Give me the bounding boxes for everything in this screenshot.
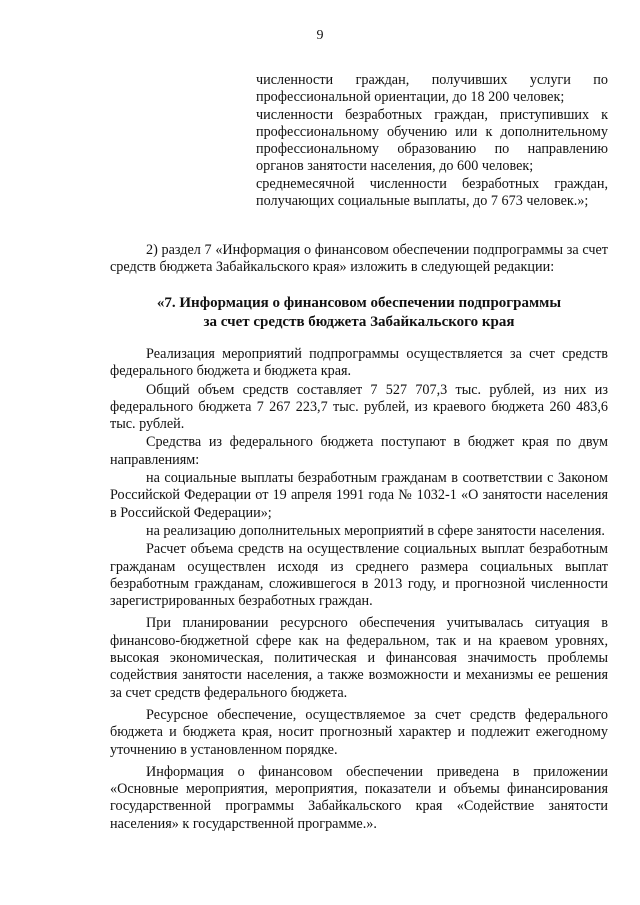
body-paragraph: Ресурсное обеспечение, осуществляемое за счет средств федерального бюджета и бюджета края, носит прогнозный характер и подлежит ежегодному уточнению в установленном порядке. bbox=[110, 706, 608, 758]
section-heading-line: «7. Информация о финансовом обеспечении подпрограммы bbox=[156, 295, 562, 311]
body-paragraph: на реализацию дополнительных мероприятий в сфере занятости населения. bbox=[146, 522, 605, 539]
amendment-paragraph: 2) раздел 7 «Информация о финансовом обеспечении подпрограммы за счет средств бюджета Забайкальского края» изложить в следующей редакции: bbox=[110, 242, 608, 276]
list-item: численности безработных граждан, приступивших к профессиональному обучению или к дополнительному профессиональному образованию по направлению органов занятости населения, до 600 человек; bbox=[256, 106, 608, 175]
section-heading-line: за счет средств бюджета Забайкальского края bbox=[203, 313, 515, 330]
section-heading bbox=[110, 294, 608, 331]
body-paragraph: Средства из федерального бюджета поступают в бюджет края по двум направлениям: bbox=[110, 434, 608, 468]
list-item: среднемесячной численности безработных граждан, получающих социальные выплаты, до 7 673 человек.»; bbox=[256, 175, 608, 210]
amendment-block bbox=[110, 242, 608, 277]
list-item: численности граждан, получивших услуги по профессиональной ориентации, до 18 200 человек; bbox=[256, 72, 608, 106]
indicator-list bbox=[256, 72, 608, 210]
body-paragraph: Информация о финансовом обеспечении приведена в приложении «Основные мероприятия, мероприятия, показатели и объемы финансирования государственной программы Забайкальского края «Содействие занятости населения» к государственной программе.». bbox=[110, 763, 608, 832]
body-paragraph: на социальные выплаты безработным гражданам в соответствии с Законом Российской Федерации от 19 апреля 1991 года № 1032-1 «О занятости населения в Российской Федерации»; bbox=[110, 470, 608, 521]
section-body bbox=[110, 346, 608, 834]
body-paragraph: Расчет объема средств на осуществление социальных выплат безработным гражданам осуществлен исходя из среднего размера социальных выплат безработным гражданам, сложившегося в 2013 году, и прогнозной численности зарегистрированных безработных граждан. bbox=[110, 541, 608, 610]
page-number: 9 bbox=[316, 28, 324, 43]
body-paragraph: При планировании ресурсного обеспечения учитывалась ситуация в финансово-бюджетной сфере как на федеральном, так и на краевом уровнях, высокая экономическая, политическая и финансовая значимость проблемы содействия занятости населения, а также возможности и механизмы ее решения за счет средств федерального бюджета. bbox=[110, 615, 608, 701]
body-paragraph: Общий объем средств составляет 7 527 707,3 тыс. рублей, из них из федерального бюджета 7 267 223,7 тыс. рублей, из краевого бюджета 260 483,6 тыс. рублей. bbox=[110, 381, 608, 433]
body-paragraph: Реализация мероприятий подпрограммы осуществляется за счет средств федерального бюджета и бюджета края. bbox=[110, 346, 608, 380]
